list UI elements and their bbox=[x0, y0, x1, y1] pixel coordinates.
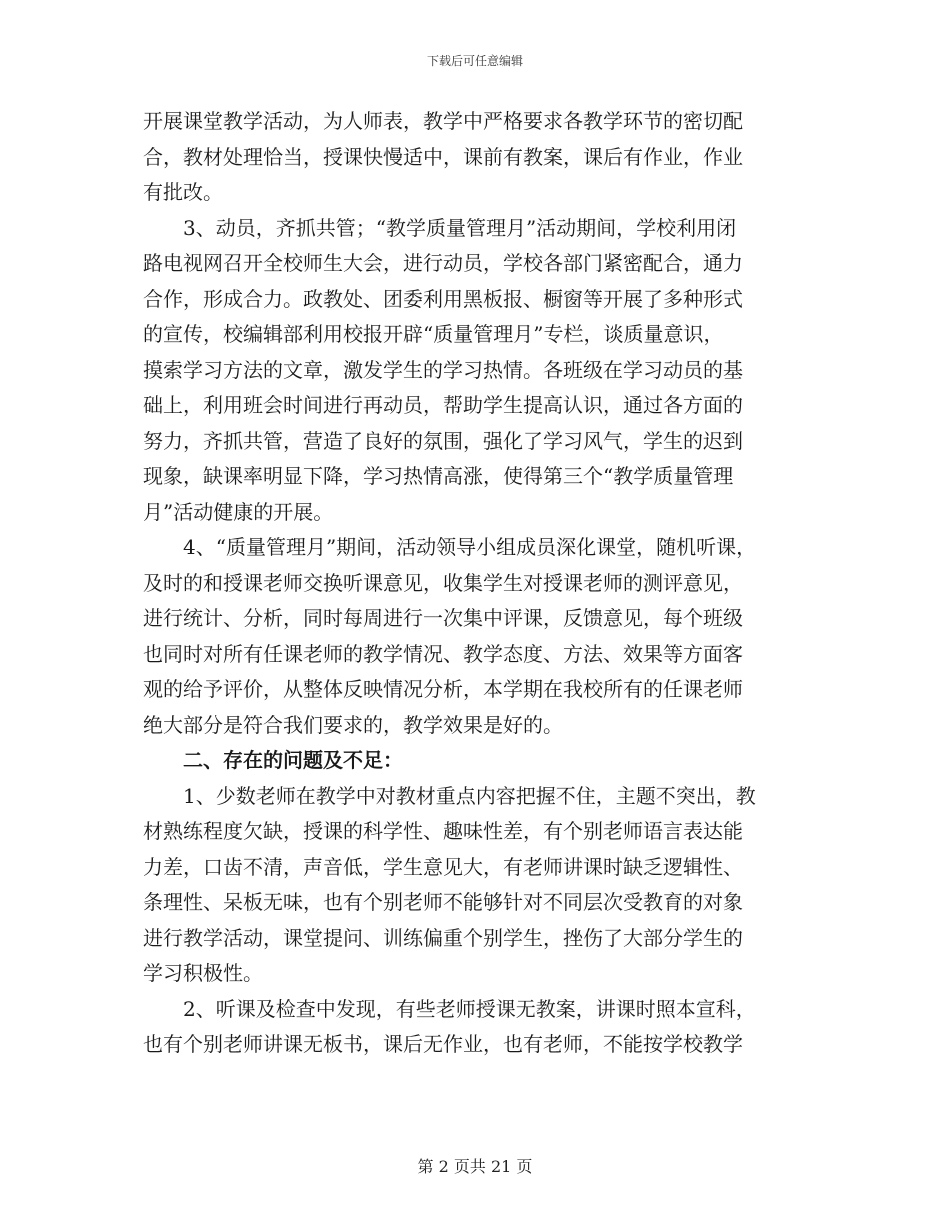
text-line: 进行统计、分析，同时每周进行一次集中评课，反馈意见，每个班级 bbox=[143, 606, 743, 630]
text-line: 及时的和授课老师交换听课意见，收集学生对授课老师的测评意见， bbox=[143, 570, 743, 595]
text-line: 1、少数老师在教学中对教材重点内容把握不住，主题不突出，教 bbox=[183, 783, 756, 808]
text-line: 4、“质量管理月”期间，活动领导小组成员深化课堂，随机听课， bbox=[183, 535, 757, 559]
text-line: 材熟练程度欠缺，授课的科学性、趣味性差，有个别老师语言表达能 bbox=[143, 819, 743, 843]
text-line: 开展课堂教学活动，为人师表，教学中严格要求各教学环节的密切配 bbox=[143, 109, 743, 133]
text-line: 条理性、呆板无味，也有个别老师不能够针对不同层次受教育的对象 bbox=[143, 890, 743, 914]
document-body bbox=[143, 104, 803, 1063]
text-line: 学习积极性。 bbox=[143, 961, 263, 985]
text-line: 月”活动健康的开展。 bbox=[143, 499, 334, 524]
text-line: 绝大部分是符合我们要求的，教学效果是好的。 bbox=[143, 712, 563, 737]
text-line: 摸索学习方法的文章，激发学生的学习热情。各班级在学习动员的基 bbox=[143, 357, 743, 382]
text-line: 努力，齐抓共管，营造了良好的氛围，强化了学习风气，学生的迟到 bbox=[143, 428, 743, 453]
text-line: 3、动员，齐抓共管；“教学质量管理月”活动期间，学校利用闭 bbox=[183, 215, 737, 240]
page-header: 下载后可任意编辑 bbox=[426, 54, 523, 68]
text-line: 观的给予评价，从整体反映情况分析，本学期在我校所有的任课老师 bbox=[143, 677, 743, 701]
text-line: 进行教学活动，课堂提问、训练偏重个别学生，挫伤了大部分学生的 bbox=[143, 925, 743, 950]
text-line: 也同时对所有任课老师的教学情况、教学态度、方法、效果等方面客 bbox=[143, 641, 743, 666]
text-line: 路电视网召开全校师生大会，进行动员，学校各部门紧密配合，通力 bbox=[143, 251, 743, 275]
text-line: 础上，利用班会时间进行再动员，帮助学生提高认识，通过各方面的 bbox=[143, 393, 743, 417]
text-line: 合作，形成合力。政教处、团委利用黑板报、橱窗等开展了多种形式 bbox=[143, 286, 743, 311]
text-line: 有批改。 bbox=[143, 180, 223, 204]
text-line: 力差，口齿不清，声音低，学生意见大，有老师讲课时缺乏逻辑性、 bbox=[143, 854, 743, 879]
text-line: 2、听课及检查中发现，有些老师授课无教案，讲课时照本宣科， bbox=[183, 996, 756, 1021]
page-footer: 第 2 页共 21 页 bbox=[417, 1157, 533, 1176]
section-heading: 二、存在的问题及不足： bbox=[183, 748, 403, 772]
text-line: 的宣传，校编辑部利用校报开辟“质量管理月”专栏，谈质量意识， bbox=[143, 322, 724, 346]
text-line: 合，教材处理恰当，授课快慢适中，课前有教案，课后有作业，作业 bbox=[143, 144, 743, 169]
text-line: 现象，缺课率明显下降，学习热情高涨，使得第三个“教学质量管理 bbox=[143, 464, 734, 488]
text-line: 也有个别老师讲课无板书，课后无作业，也有老师，不能按学校教学 bbox=[143, 1032, 743, 1056]
